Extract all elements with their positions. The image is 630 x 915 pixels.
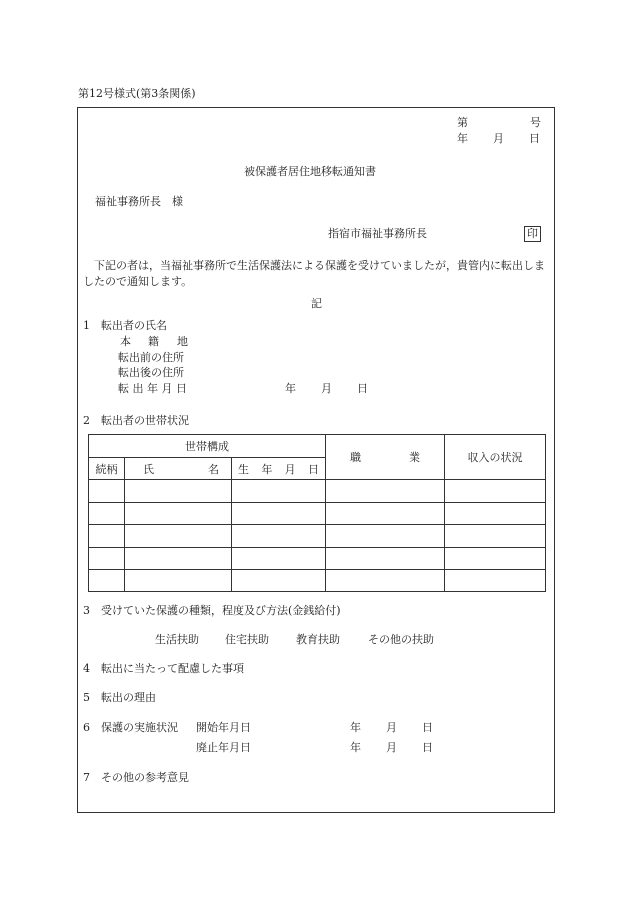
header-month: 月 <box>493 132 504 145</box>
after-address-label: 転出後の住所 <box>118 366 184 379</box>
table-row <box>89 525 546 548</box>
name-header-right: 名 <box>208 462 219 476</box>
birth-header-3: 月 <box>284 462 296 476</box>
table-cell[interactable] <box>232 480 326 503</box>
section4-heading: 4 転出に当たって配慮した事項 <box>83 662 244 675</box>
section6-heading: 6 保護の実施状況 <box>83 721 178 734</box>
number-suffix: 号 <box>530 116 541 129</box>
aid-type-other: その他の扶助 <box>368 633 434 646</box>
ki-mark: 記 <box>311 297 322 310</box>
table-cell[interactable] <box>326 503 445 525</box>
table-cell[interactable] <box>445 548 546 570</box>
table-cell[interactable] <box>125 570 232 592</box>
table-cell[interactable] <box>125 480 232 503</box>
end-date-month: 月 <box>386 741 397 754</box>
header-year: 年 <box>457 132 468 145</box>
table-cell[interactable] <box>326 548 445 570</box>
household-group-header: 世帯構成 <box>89 435 326 458</box>
start-date-month: 月 <box>386 721 397 734</box>
end-date-day: 日 <box>422 741 433 754</box>
table-cell[interactable] <box>89 548 125 570</box>
section1-heading: 1 転出者の氏名 <box>83 319 167 332</box>
table-row <box>89 480 546 503</box>
end-date-label: 廃止年月日 <box>196 741 251 754</box>
end-date-year: 年 <box>350 741 361 754</box>
honseki-label-1: 本 <box>120 335 131 348</box>
table-cell[interactable] <box>125 525 232 548</box>
move-date-day: 日 <box>357 382 368 395</box>
form-label: 第12号様式(第3条関係) <box>78 87 196 100</box>
table-cell[interactable] <box>326 480 445 503</box>
job-header-2: 業 <box>409 451 420 464</box>
table-cell[interactable] <box>232 570 326 592</box>
addressee: 福祉事務所長 様 <box>95 195 183 208</box>
birth-header-2: 年 <box>261 462 273 476</box>
aid-type-education: 教育扶助 <box>296 633 340 646</box>
income-header: 収入の状況 <box>445 435 546 480</box>
table-cell[interactable] <box>89 570 125 592</box>
birth-header <box>232 458 326 480</box>
table-row <box>89 503 546 525</box>
table-cell[interactable] <box>89 503 125 525</box>
seal-mark: 印 <box>524 226 541 242</box>
table-cell[interactable] <box>445 480 546 503</box>
move-date-month: 月 <box>321 382 332 395</box>
table-cell[interactable] <box>326 570 445 592</box>
table-cell[interactable] <box>232 503 326 525</box>
start-date-day: 日 <box>422 721 433 734</box>
honseki-label-3: 地 <box>177 335 188 348</box>
table-cell[interactable] <box>445 525 546 548</box>
table-cell[interactable] <box>232 548 326 570</box>
intro-sentence: 下記の者は，当福祉事務所で生活保護法による保護を受けていましたが，貴管内に転出しましたので通知します。 <box>83 259 545 288</box>
honseki-label-2: 籍 <box>148 335 159 348</box>
before-address-label: 転出前の住所 <box>118 351 184 364</box>
household-table <box>88 434 546 592</box>
section7-heading: 7 その他の参考意見 <box>83 771 189 784</box>
start-date-label: 開始年月日 <box>196 721 251 734</box>
table-cell[interactable] <box>445 503 546 525</box>
birth-header-1: 生 <box>238 462 249 476</box>
table-cell[interactable] <box>89 525 125 548</box>
move-date-label: 転 出 年 月 日 <box>118 382 187 395</box>
section3-heading: 3 受けていた保護の種類，程度及び方法(金銭給付) <box>83 604 341 617</box>
start-date-year: 年 <box>350 721 361 734</box>
relation-header: 続柄 <box>89 458 125 480</box>
table-row <box>89 548 546 570</box>
job-header <box>326 435 445 480</box>
job-header-1: 職 <box>350 451 361 464</box>
table-cell[interactable] <box>445 570 546 592</box>
table-cell[interactable] <box>125 548 232 570</box>
birth-header-4: 日 <box>307 462 319 476</box>
aid-type-living: 生活扶助 <box>155 633 199 646</box>
name-header-left: 氏 <box>143 462 154 476</box>
sender-name: 指宿市福祉事務所長 <box>328 227 427 240</box>
number-prefix: 第 <box>457 116 468 129</box>
table-cell[interactable] <box>232 525 326 548</box>
name-header <box>125 458 232 480</box>
move-date-year: 年 <box>285 382 296 395</box>
table-cell[interactable] <box>125 503 232 525</box>
section5-heading: 5 転出の理由 <box>83 691 156 704</box>
aid-type-housing: 住宅扶助 <box>225 633 269 646</box>
table-cell[interactable] <box>89 480 125 503</box>
table-row <box>89 570 546 592</box>
intro-text <box>83 258 549 290</box>
header-day: 日 <box>529 132 540 145</box>
section2-heading: 2 転出者の世帯状況 <box>83 414 189 427</box>
document-title: 被保護者居住地移転通知書 <box>244 165 376 178</box>
table-cell[interactable] <box>326 525 445 548</box>
